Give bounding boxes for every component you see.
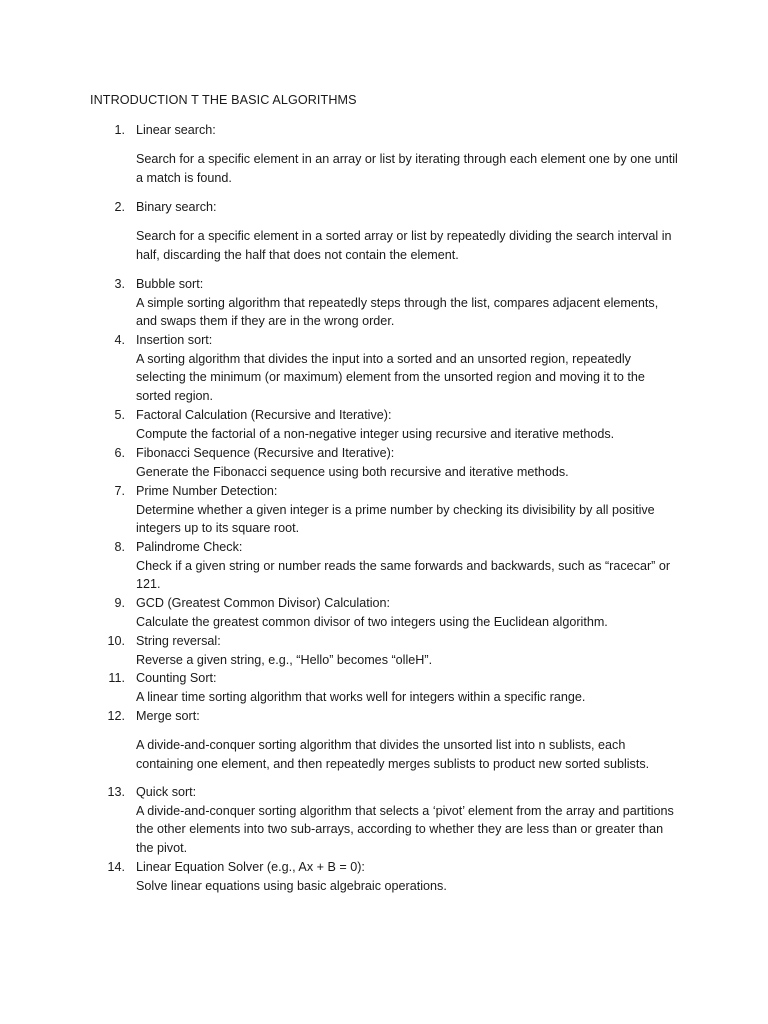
item-heading: String reversal:	[136, 634, 221, 648]
item-heading: Counting Sort:	[136, 671, 217, 685]
item-number: 3.	[114, 277, 125, 291]
item-heading: Insertion sort:	[136, 333, 213, 347]
item-description: Reverse a given string, e.g., “Hello” becomes “olleH”.	[136, 652, 433, 667]
item-heading: Bubble sort:	[136, 277, 204, 291]
item-description: A linear time sorting algorithm that works well for integers within a specific range.	[136, 689, 586, 704]
item-number: 6.	[114, 446, 125, 460]
item-description: Search for a specific element in an array or list by iterating through each element one by one until a match is found.	[136, 152, 678, 185]
item-description: A sorting algorithm that divides the input into a sorted and an unsorted region, repeatedly selecting the minimum (or maximum) element from the unsorted region and moving it to the sorted region.	[136, 351, 645, 403]
item-heading: Binary search:	[136, 200, 217, 214]
item-heading: GCD (Greatest Common Divisor) Calculation:	[136, 596, 391, 610]
item-description: A divide-and-conquer sorting algorithm that divides the unsorted list into n sublists, each containing one element, and then repeatedly merges sublists to product new sorted sublists.	[136, 738, 650, 771]
item-number: 2.	[114, 200, 125, 214]
item-heading: Linear Equation Solver (e.g., Ax + B = 0):	[136, 860, 365, 874]
item-number: 14.	[107, 860, 125, 874]
item-heading: Fibonacci Sequence (Recursive and Iterative):	[136, 446, 395, 460]
item-number: 11.	[108, 671, 125, 685]
item-number: 9.	[114, 596, 125, 610]
item-number: 5.	[114, 408, 125, 422]
item-description: Determine whether a given integer is a prime number by checking its divisibility by all positive integers up to its square root.	[136, 502, 655, 536]
item-number: 7.	[114, 484, 125, 498]
item-heading: Factoral Calculation (Recursive and Iterative):	[136, 408, 392, 422]
item-description: A divide-and-conquer sorting algorithm that selects a ‘pivot’ element from the array and partitions the other elements into two sub-arrays, according to whether they are less than or greater than the pivot.	[136, 803, 674, 855]
item-number: 4.	[114, 333, 125, 347]
document-title: INTRODUCTION T THE BASIC ALGORITHMS	[90, 93, 357, 107]
item-description: Calculate the greatest common divisor of two integers using the Euclidean algorithm.	[136, 614, 608, 629]
item-heading: Palindrome Check:	[136, 540, 243, 554]
item-number: 10.	[107, 634, 125, 648]
item-heading: Merge sort:	[136, 709, 200, 723]
item-description: Search for a specific element in a sorted array or list by repeatedly dividing the search interval in half, discarding the half that does not contain the element.	[136, 229, 672, 262]
item-heading: Linear search:	[136, 123, 216, 137]
item-description: Compute the factorial of a non-negative integer using recursive and iterative methods.	[136, 426, 615, 441]
item-description: Solve linear equations using basic algebraic operations.	[136, 878, 447, 893]
item-heading: Prime Number Detection:	[136, 484, 278, 498]
item-number: 13.	[107, 785, 125, 799]
item-heading: Quick sort:	[136, 785, 197, 799]
item-description: A simple sorting algorithm that repeatedly steps through the list, compares adjacent elements, and swaps them if they are in the wrong order.	[136, 295, 659, 329]
item-number: 1.	[114, 123, 125, 137]
item-number: 12.	[107, 709, 125, 723]
item-number: 8.	[114, 540, 125, 554]
item-description: Generate the Fibonacci sequence using both recursive and iterative methods.	[136, 464, 569, 479]
item-description: Check if a given string or number reads the same forwards and backwards, such as “racecar” or 121.	[136, 558, 671, 592]
